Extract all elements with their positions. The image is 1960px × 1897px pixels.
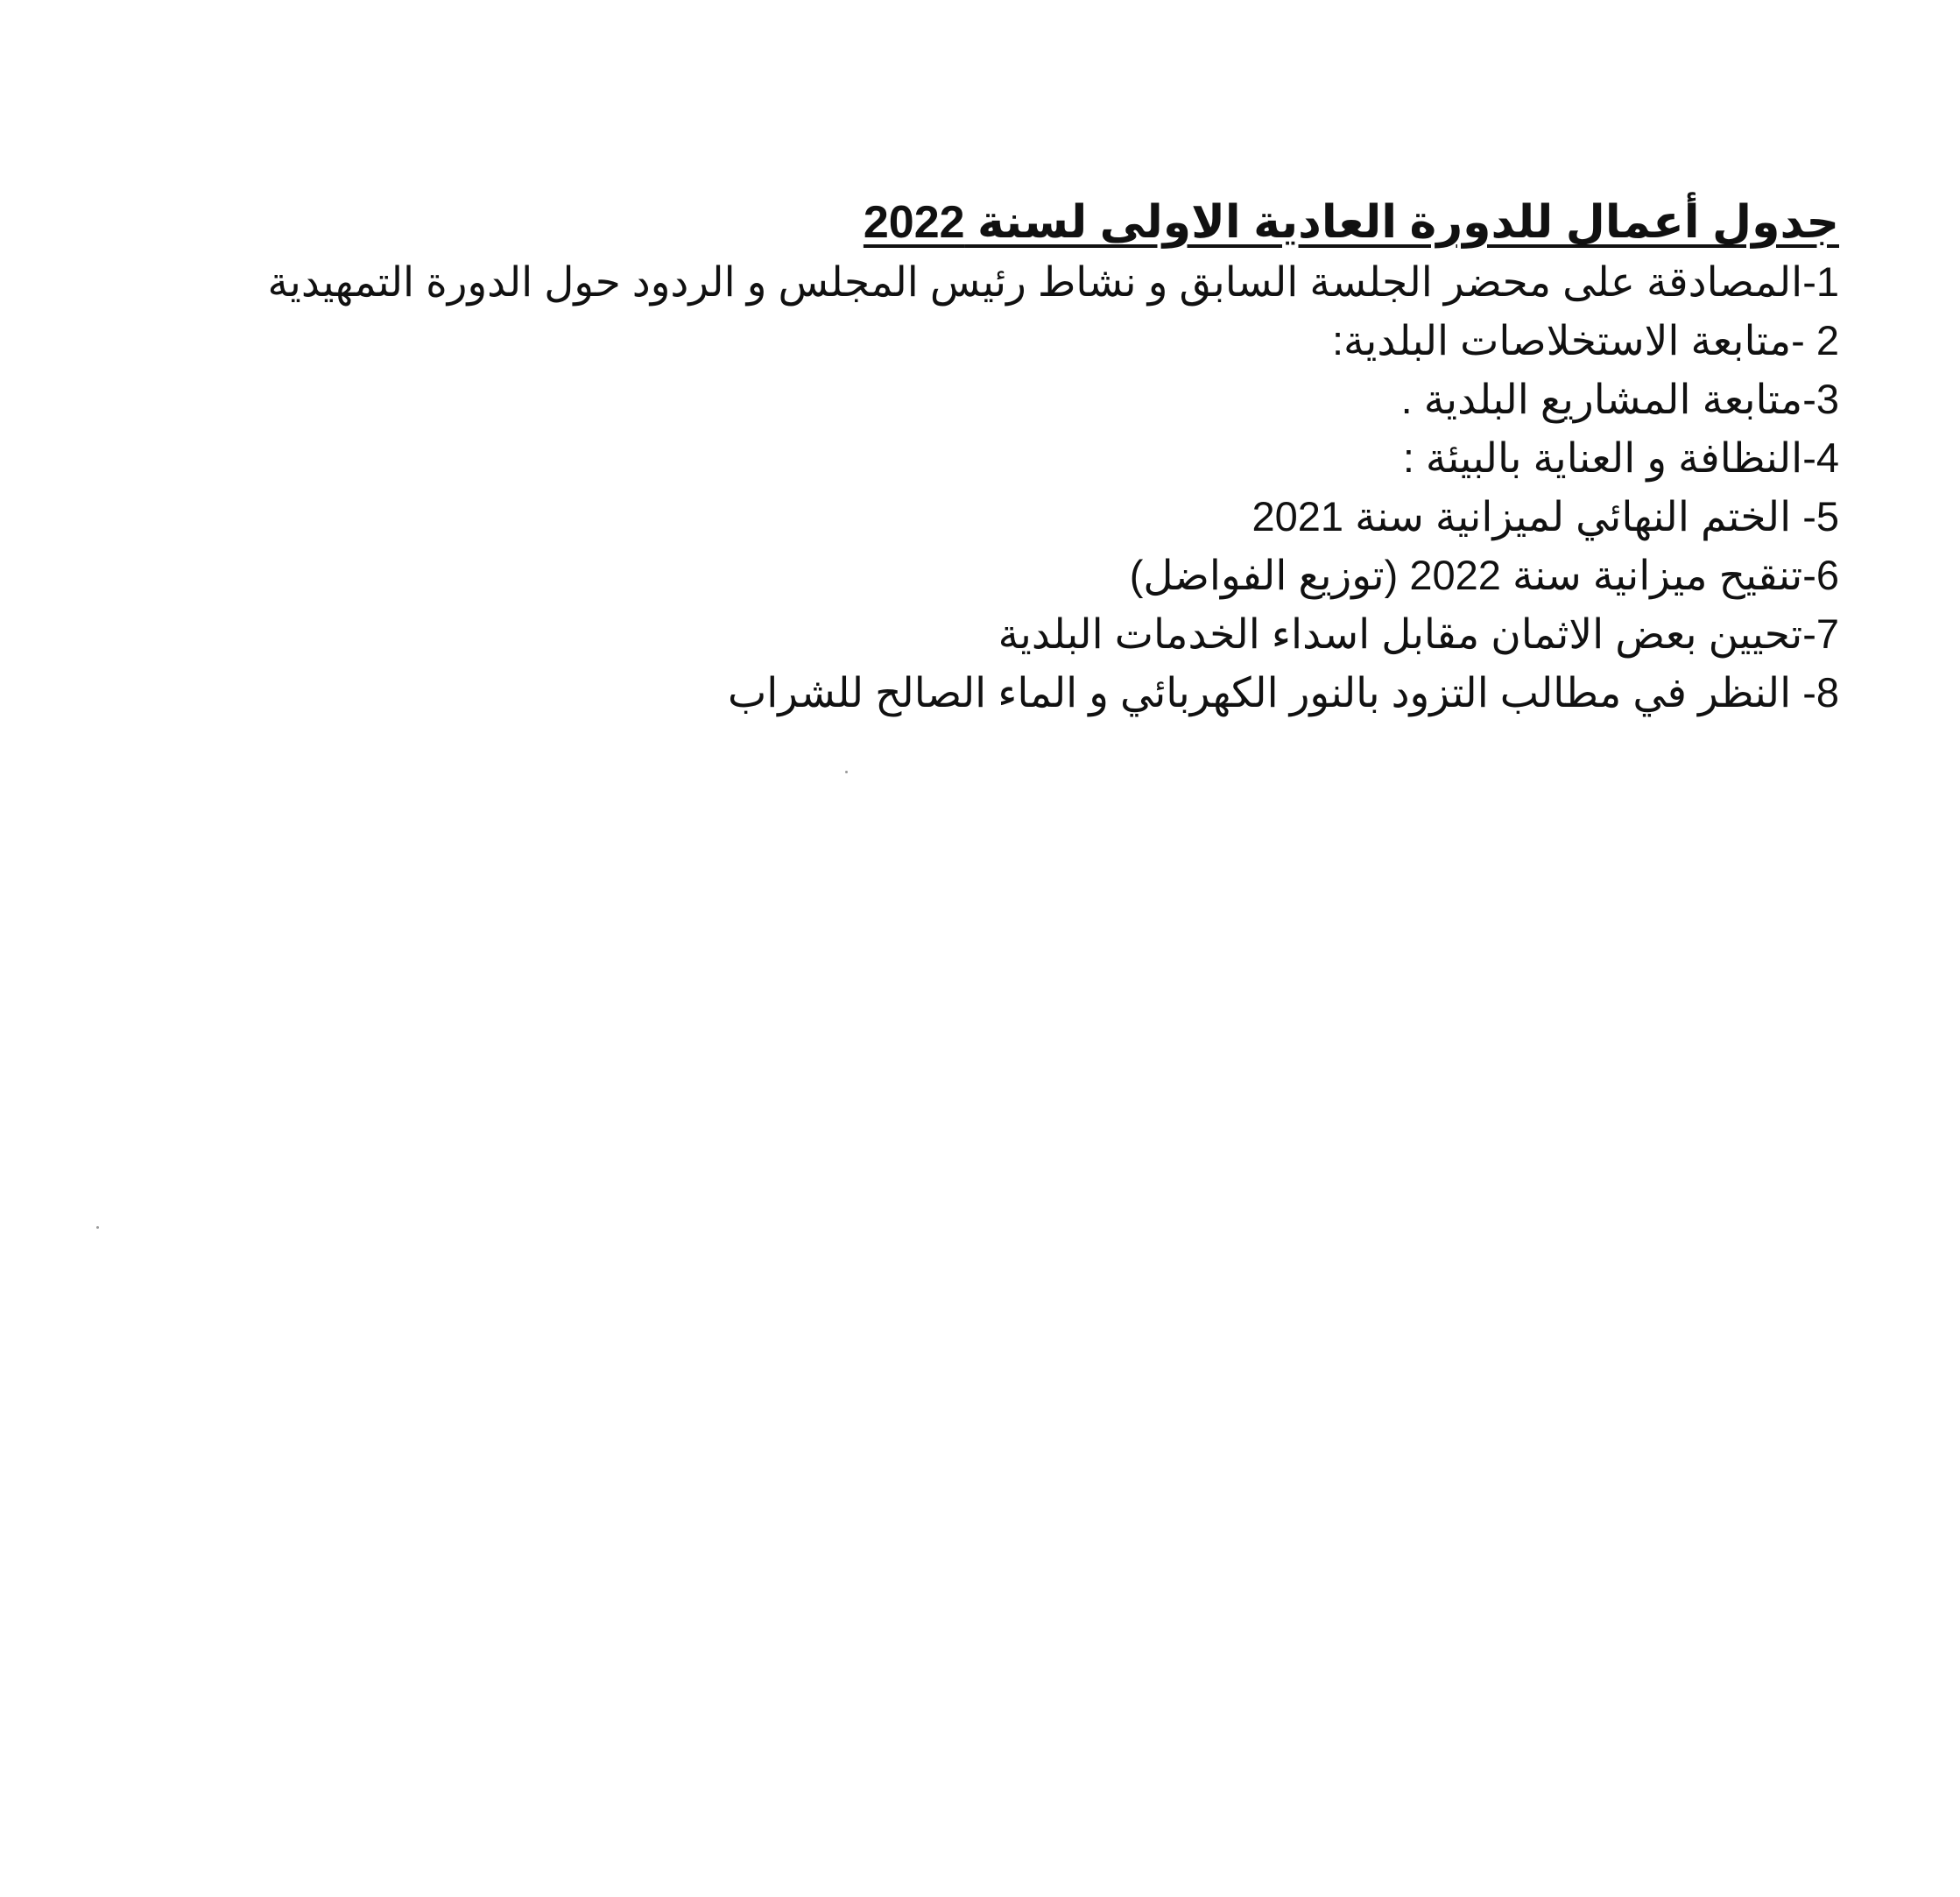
agenda-item-8: 8- النظر في مطالب التزود بالنور الكهربائي و الماء الصالح للشراب [727,669,1839,716]
scan-speck [845,771,848,773]
agenda-item-4: 4-النظافة و العناية بالبيئة : [1402,434,1839,481]
agenda-block [228,194,1839,722]
agenda-item-7: 7-تحيين بعض الاثمان مقابل اسداء الخدمات البلدية [998,610,1839,657]
agenda-item-6: 6-تنقيح ميزانية سنة 2022 (توزيع الفواضل) [1129,552,1839,598]
agenda-item-3: 3-متابعة المشاريع البلدية . [1400,376,1839,422]
agenda-list [228,252,1839,722]
agenda-item-5: 5- الختم النهائي لميزانية سنة 2021 [1251,493,1839,539]
scan-speck [96,1226,99,1229]
agenda-item-2: 2 -متابعة الاستخلاصات البلدية: [1331,317,1839,363]
agenda-item-1: 1-المصادقة على محضر الجلسة السابق و نشاط رئيس المجلس و الردود حول الدورة التمهيدية [267,258,1839,305]
agenda-title-text: جدول أعمال للدورة العادية الاولى لسنة 2022 [863,197,1839,248]
agenda-title [228,194,1839,250]
